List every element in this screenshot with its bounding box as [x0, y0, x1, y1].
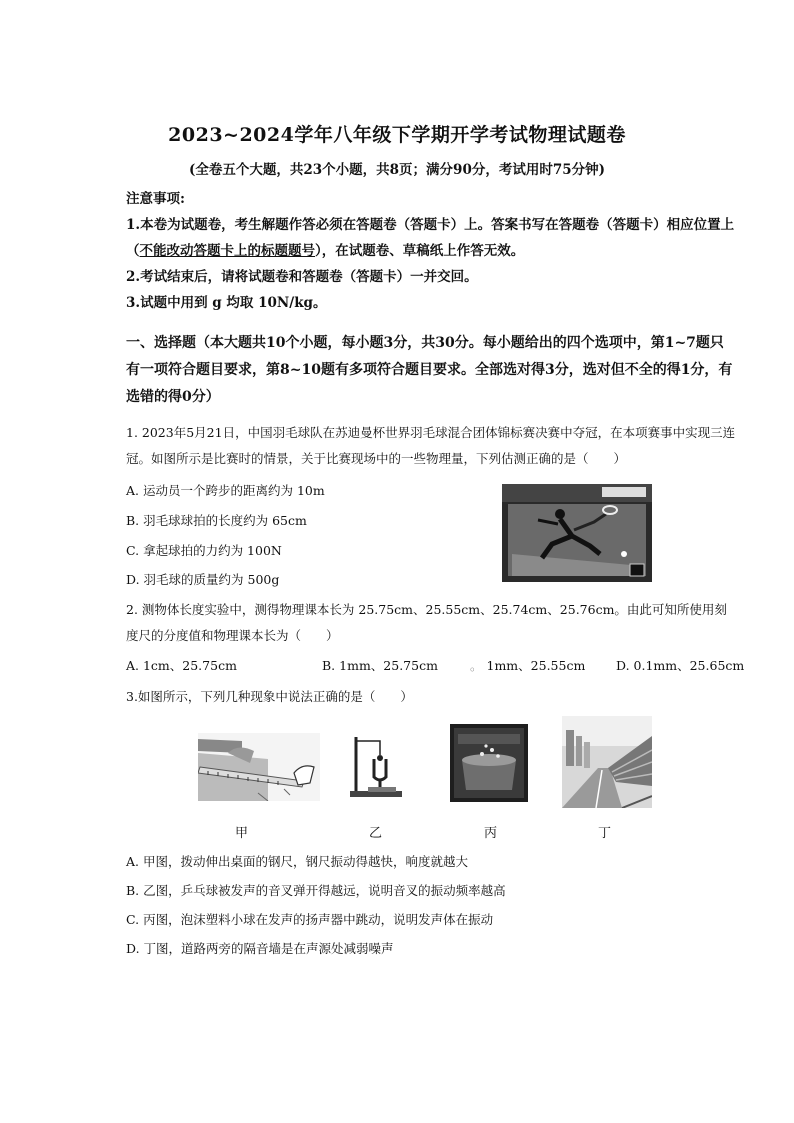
q2-option-c: 。 1mm、25.55cm	[470, 658, 586, 673]
notes-heading: 注意事项:	[126, 191, 185, 207]
page-title: 2023~2024学年八年级下学期开学考试物理试题卷	[168, 124, 626, 146]
section-1-heading: 一、选择题（本大题共10个小题，每小题3分，共30分。每小题给出的四个选项中，第1~7题只有一项符合题目要求，第8~10题有多项符合题目要求。全部选对得3分，选对但不全的得1分，有选错的得0分）	[126, 335, 733, 405]
q2-option-a: A. 1cm、25.75cm	[126, 658, 237, 673]
note-item-3: 3.试题中用到 g 均取 10N/kg。	[126, 295, 327, 311]
q3-option-d: D. 丁图，道路两旁的隔音墙是在声源处减弱噪声	[126, 941, 394, 956]
speaker-foam-photo	[450, 724, 528, 802]
q1-stem: 1. 2023年5月21日，中国羽毛球队在苏迪曼杯世界羽毛球混合团体锦标赛决赛中夺冠，在本项赛事中实现三连冠。如图所示是比赛时的情景，关于比赛现场中的一些物理量，下列估测正确的是（ ）	[126, 425, 736, 466]
q1-option-a: A. 运动员一个跨步的距离约为 10m	[126, 483, 325, 498]
q3-caption-ding: 丁	[598, 826, 612, 841]
q2-option-d: D. 0.1mm、25.65cm	[616, 658, 745, 673]
sound-barrier-photo	[562, 716, 652, 808]
q1-option-d: D. 羽毛球的质量约为 500g	[126, 572, 280, 587]
q3-stem: 3.如图所示，下列几种现象中说法正确的是（ ）	[126, 689, 413, 704]
note-item-1: 1.本卷为试题卷，考生解题作答必须在答题卷（答题卡）上。答案书写在答题卷（答题卡）相应位置上（不能改动答题卡上的标题题号），在试题卷、草稿纸上作答无效。	[126, 217, 735, 259]
notes-block	[126, 186, 736, 316]
q3-caption-bing: 丙	[484, 826, 498, 841]
q2-stem: 2. 测物体长度实验中，测得物理课本长为 25.75cm、25.55cm、25.74cm、25.76cm。由此可知所使用刻度尺的分度值和物理课本长为（ ）	[126, 602, 727, 643]
q3-caption-yi: 乙	[369, 826, 383, 841]
q3-caption-jia: 甲	[235, 826, 249, 841]
note-item-2: 2.考试结束后，请将试题卷和答题卷（答题卡）一并交回。	[126, 269, 478, 285]
ruler-desk-photo	[198, 733, 320, 801]
q1-option-c: C. 拿起球拍的力约为 100N	[126, 543, 282, 558]
q3-option-c: C. 丙图，泡沫塑料小球在发声的扬声器中跳动，说明发声体在振动	[126, 912, 494, 927]
q3-option-b: B. 乙图，乒乓球被发声的音叉弹开得越远，说明音叉的振动频率越高	[126, 883, 506, 898]
q2-option-b: B. 1mm、25.75cm	[322, 658, 438, 673]
page-subtitle: (全卷五个大题，共23个小题，共8页；满分90分，考试用时75分钟)	[188, 162, 606, 178]
tuning-fork-photo	[346, 733, 406, 803]
q1-option-b: B. 羽毛球球拍的长度约为 65cm	[126, 513, 307, 528]
q3-option-a: A. 甲图，拨动伸出桌面的钢尺，钢尺振动得越快，响度就越大	[126, 854, 468, 869]
badminton-photo	[502, 484, 652, 582]
